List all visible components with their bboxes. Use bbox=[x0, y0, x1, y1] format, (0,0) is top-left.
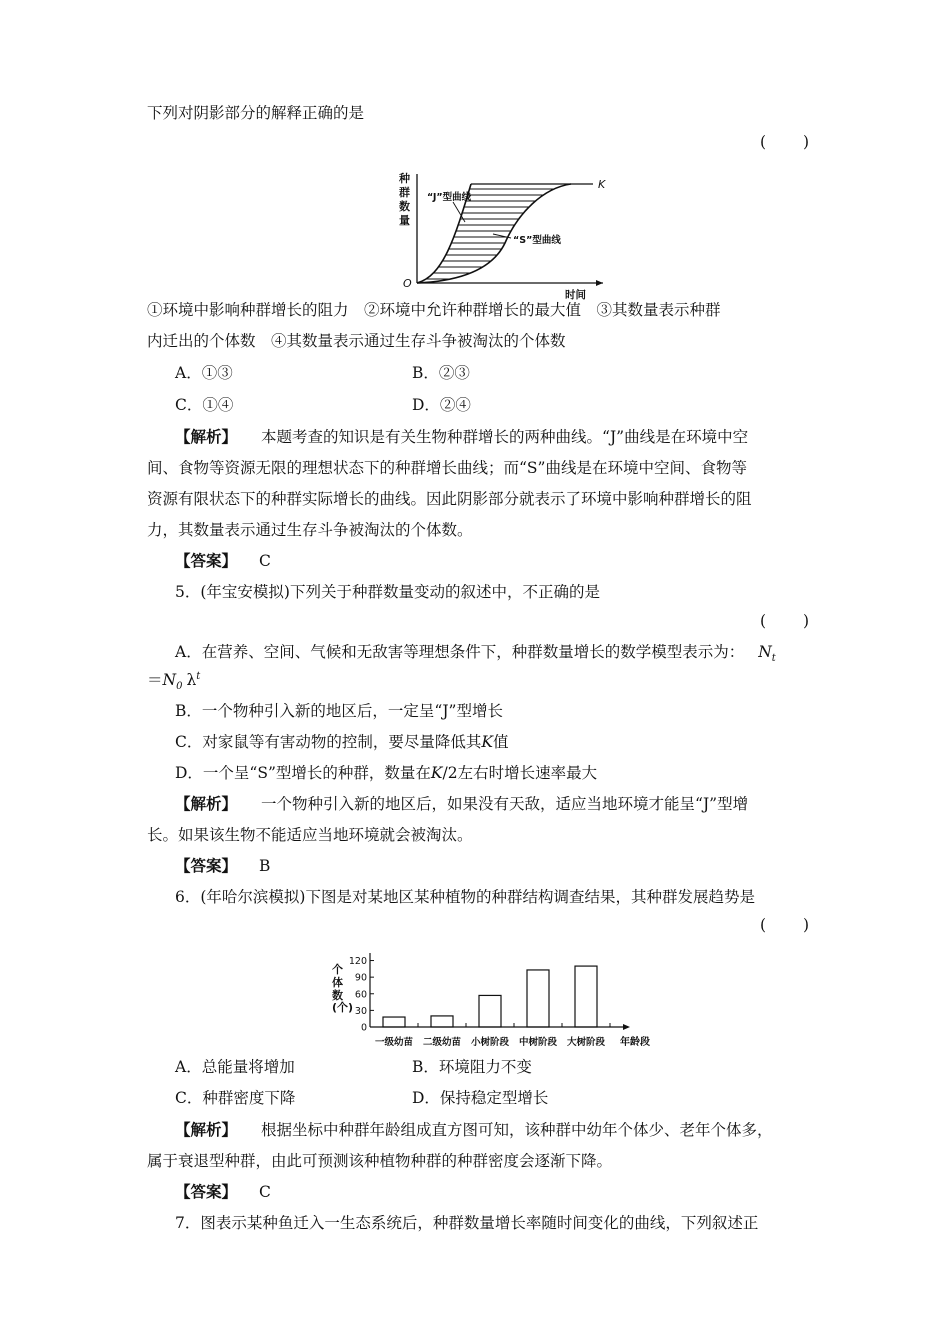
j-curve-label: “J”型曲线 bbox=[427, 192, 472, 203]
y-axis-label-2: 体 bbox=[332, 976, 343, 989]
q7-stem: 7．图表示某种鱼迁入一生态系统后，种群数量增长率随时间变化的曲线，下列叙述正 bbox=[175, 1214, 759, 1232]
q4-answer-line bbox=[175, 550, 271, 572]
category-label-4: 中树阶段 bbox=[518, 1037, 558, 1048]
q6-answer-line bbox=[175, 1181, 271, 1203]
category-label-3: 小树阶段 bbox=[470, 1037, 510, 1048]
q5-analysis-line2: 长。如果该生物不能适应当地环境就会被淘汰。 bbox=[147, 826, 473, 844]
bar-1 bbox=[383, 1017, 405, 1027]
q4-analysis-line4: 力，其数量表示通过生存斗争被淘汰的个体数。 bbox=[147, 521, 473, 539]
bar-4 bbox=[527, 970, 549, 1027]
category-label-5: 大树阶段 bbox=[566, 1037, 606, 1048]
k-label: K bbox=[598, 178, 606, 191]
q5-option-d bbox=[175, 762, 597, 784]
y-axis-label-4: 量 bbox=[399, 214, 410, 227]
bar-2 bbox=[431, 1016, 453, 1027]
y-tick-label-3: 60 bbox=[354, 989, 367, 1001]
y-axis-label-3: 数 bbox=[399, 200, 410, 213]
q4-stem-tail: 下列对阴影部分的解释正确的是 bbox=[147, 104, 365, 122]
q4-items-line2: 内迁出的个体数 ④其数量表示通过生存斗争被淘汰的个体数 bbox=[147, 332, 566, 350]
x-axis-arrow bbox=[596, 280, 603, 286]
bar-3 bbox=[479, 995, 501, 1027]
y-tick-label-5: 120 bbox=[348, 956, 367, 968]
q4-analysis-line3: 资源有限状态下的种群实际增长的曲线。因此阴影部分就表示了环境中影响种群增长的阻 bbox=[147, 490, 752, 508]
bar-5 bbox=[575, 966, 597, 1027]
q5-analysis-tag: 【解析】 bbox=[175, 794, 238, 813]
q6-analysis-tag: 【解析】 bbox=[175, 1120, 238, 1139]
bars-group bbox=[383, 966, 597, 1027]
y-tick-label-1: 0 bbox=[360, 1022, 367, 1034]
q6-analysis-line1 bbox=[175, 1119, 773, 1141]
x-axis-label: 时间 bbox=[565, 289, 586, 301]
q5-option-c-pre: C．对家鼠等有害动物的控制，要尽量降低其 bbox=[175, 733, 482, 751]
q4-analysis-tag: 【解析】 bbox=[175, 427, 238, 446]
q5-option-a-line1 bbox=[175, 641, 776, 670]
y-tick-label-4: 90 bbox=[354, 972, 367, 984]
q5-option-d-post: /2左右时增长速率最大 bbox=[442, 764, 598, 782]
q5-analysis-line1 bbox=[175, 793, 748, 815]
q6-stem: 6．(年哈尔滨模拟)下图是对某地区某种植物的种群结构调查结果，其种群发展趋势是 bbox=[175, 888, 755, 906]
q5-option-d-k: K bbox=[430, 764, 443, 782]
q4-analysis-line2: 间、食物等资源无限的理想状态下的种群增长曲线；而“S”曲线是在环境中空间、食物等 bbox=[147, 459, 747, 477]
q5-option-a-line2 bbox=[147, 666, 200, 698]
q4-option-d: D．②④ bbox=[412, 396, 471, 414]
q4-analysis-line1 bbox=[175, 426, 748, 448]
q5-option-c-post: 值 bbox=[492, 733, 509, 751]
q5-option-a-text: A．在营养、空间、气候和无敌害等理想条件下，种群数量增长的数学模型表示为： bbox=[175, 643, 745, 661]
y-axis-label-1: 种 bbox=[399, 172, 410, 185]
q4-option-a: A．①③ bbox=[175, 364, 233, 382]
q5-n0-sub: 0 bbox=[176, 681, 183, 693]
q5-lambda-sup: t bbox=[196, 671, 201, 682]
q5-answer-tag: 【答案】 bbox=[175, 856, 238, 875]
y-axis-label-2: 群 bbox=[399, 186, 410, 199]
q5-analysis-text1: 一个物种引入新的地区后，如果没有天敌，适应当地环境才能呈“J”型增 bbox=[261, 795, 749, 813]
growth-curve-figure bbox=[393, 168, 613, 303]
q6-option-c: C．种群密度下降 bbox=[175, 1089, 296, 1107]
q6-answer: C bbox=[259, 1183, 271, 1201]
y-tick-label-2: 30 bbox=[354, 1005, 367, 1017]
q5-option-c-k: K bbox=[481, 733, 493, 751]
q4-option-b: B．②③ bbox=[412, 364, 470, 382]
y-axis-label-1: 个 bbox=[332, 963, 343, 976]
q5-stem: 5．(年宝安模拟)下列关于种群数量变动的叙述中，不正确的是 bbox=[175, 583, 600, 601]
q5-answer: B bbox=[259, 857, 271, 875]
q5-n0-base: N bbox=[162, 671, 177, 690]
q5-option-d-pre: D．一个呈“S”型增长的种群，数量在 bbox=[175, 764, 431, 782]
q4-option-c: C．①④ bbox=[175, 396, 234, 414]
category-label-2: 二级幼苗 bbox=[422, 1037, 462, 1048]
q5-eq: ＝ bbox=[147, 671, 163, 690]
q6-answer-blank: ( ) bbox=[760, 916, 812, 934]
q5-answer-blank: ( ) bbox=[760, 612, 812, 630]
q6-option-a: A．总能量将增加 bbox=[175, 1058, 295, 1076]
q5-option-b: B．一个物种引入新的地区后，一定呈“J”型增长 bbox=[175, 702, 503, 720]
age-structure-bar-chart bbox=[330, 945, 650, 1055]
q6-answer-tag: 【答案】 bbox=[175, 1182, 238, 1201]
q4-answer: C bbox=[259, 552, 271, 570]
origin-label: O bbox=[403, 277, 412, 290]
q6-option-d: D．保持稳定型增长 bbox=[412, 1089, 549, 1107]
y-axis-label-3: 数 bbox=[332, 989, 343, 1002]
q5-nt bbox=[744, 643, 776, 665]
q5-nt-sub: t bbox=[771, 653, 776, 665]
q6-analysis-text1: 根据坐标中种群年龄组成直方图可知，该种群中幼年个体少、老年个体多， bbox=[261, 1121, 773, 1139]
x-axis-label: 年龄段 bbox=[620, 1037, 650, 1048]
q4-items-line1: ①环境中影响种群增长的阻力 ②环境中允许种群增长的最大值 ③其数量表示种群 bbox=[147, 301, 721, 319]
y-axis-label-4: (个) bbox=[332, 1001, 354, 1014]
q5-lambda: λ bbox=[186, 671, 197, 690]
q5-answer-line bbox=[175, 855, 270, 877]
q5-option-c bbox=[175, 731, 508, 753]
s-curve-label: “S”型曲线 bbox=[513, 235, 561, 246]
q5-nt-base: N bbox=[758, 643, 772, 661]
category-label-1: 一级幼苗 bbox=[374, 1037, 414, 1048]
q4-answer-blank: ( ) bbox=[760, 133, 812, 151]
q5-n0 bbox=[162, 671, 183, 693]
x-axis-arrow bbox=[623, 1024, 630, 1030]
q6-option-b: B．环境阻力不变 bbox=[412, 1058, 532, 1076]
q4-analysis-text1: 本题考查的知识是有关生物种群增长的两种曲线。“J”曲线是在环境中空 bbox=[261, 428, 749, 446]
q6-analysis-line2: 属于衰退型种群，由此可预测该种植物种群的种群密度会逐渐下降。 bbox=[147, 1152, 613, 1170]
q4-answer-tag: 【答案】 bbox=[175, 551, 238, 570]
